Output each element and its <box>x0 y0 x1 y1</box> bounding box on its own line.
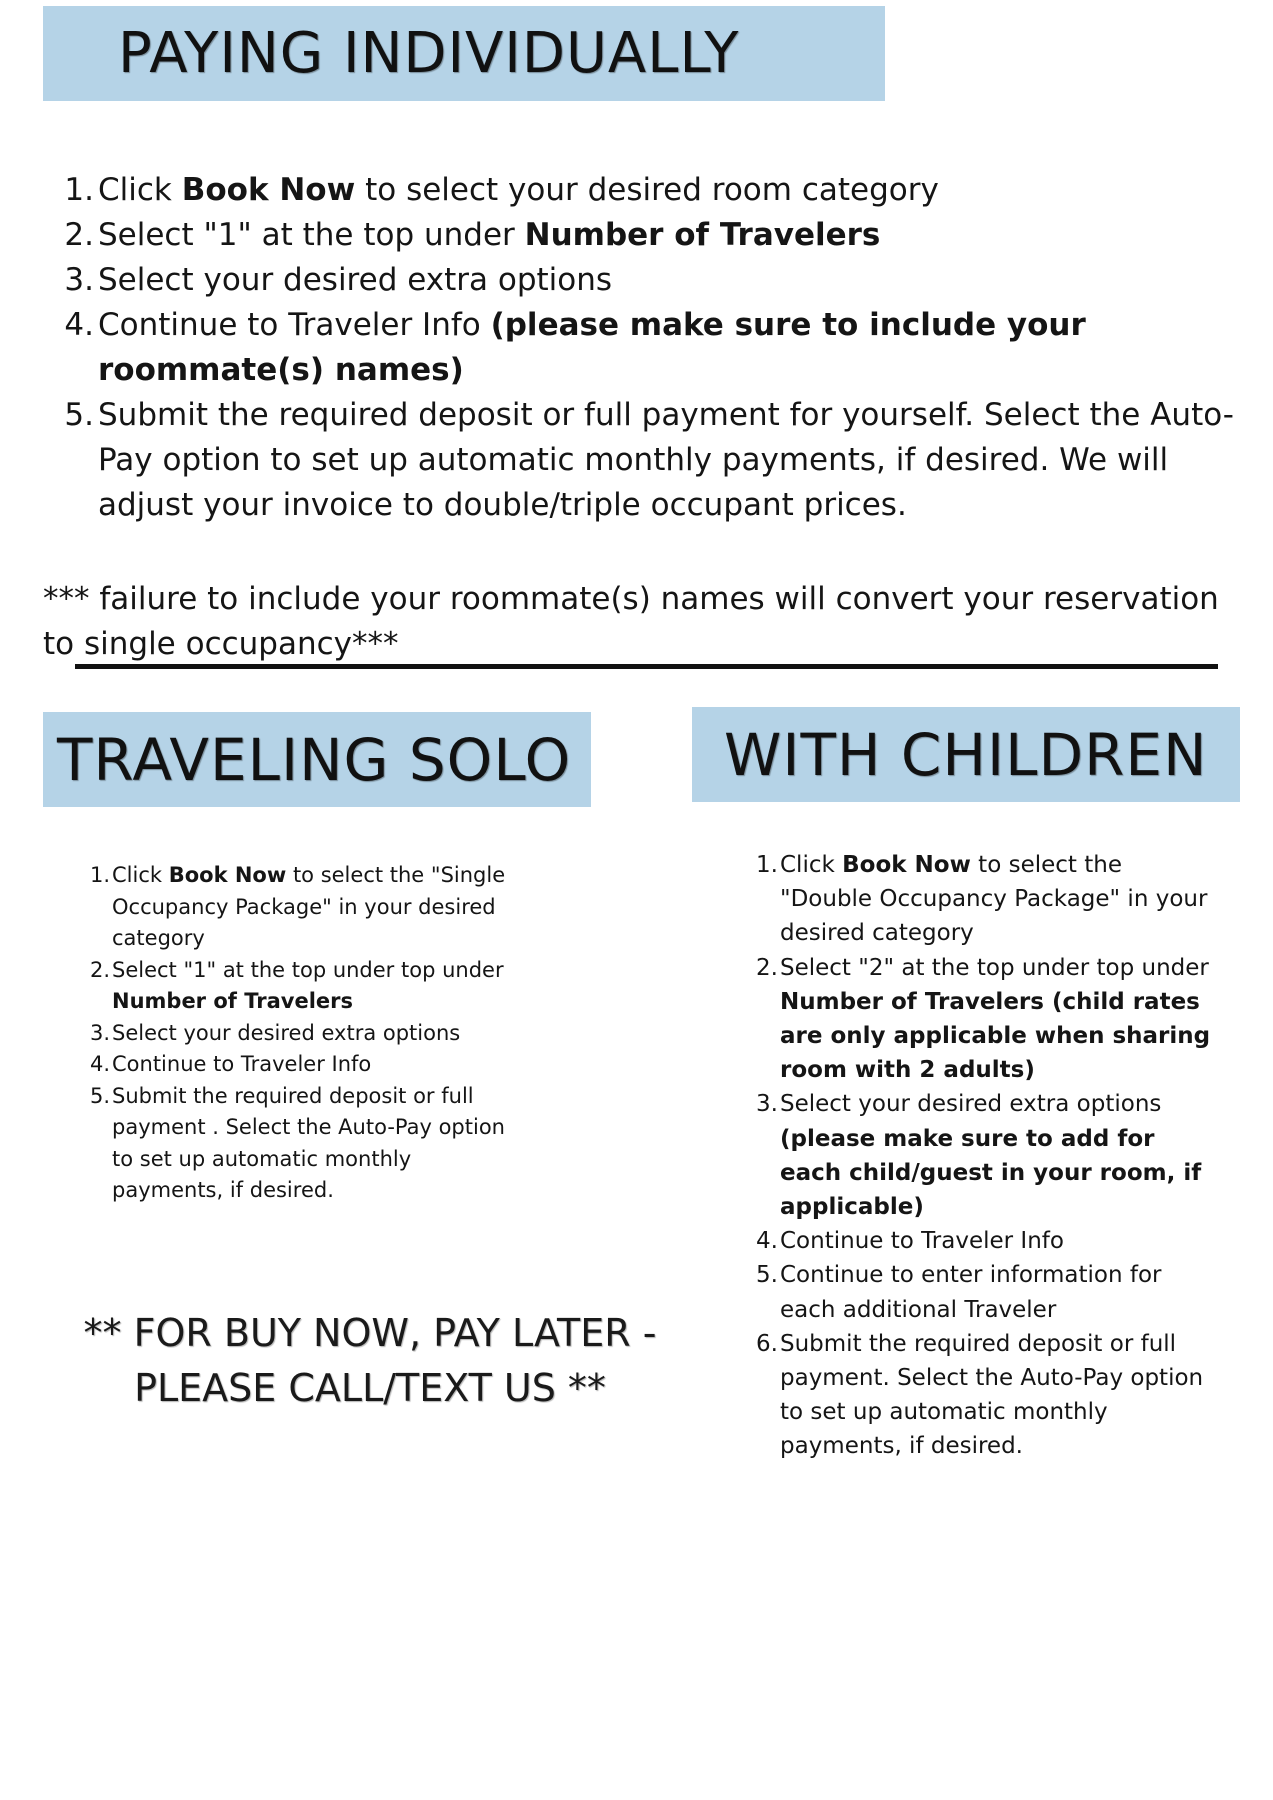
step-item <box>89 860 512 955</box>
step-number: 3. <box>89 1020 110 1045</box>
step-number: 1. <box>89 863 110 887</box>
step-text: Continue to Traveler Info <box>98 307 491 343</box>
step-text-bold: Book Now <box>168 863 287 887</box>
traveling-solo-title: TRAVELING SOLO <box>57 725 572 794</box>
step-item <box>64 213 1238 258</box>
step-item <box>89 1018 512 1050</box>
step-item <box>756 951 1220 1088</box>
step-text: Continue to enter information for each additional Traveler <box>780 1262 1162 1323</box>
step-item <box>64 258 1238 303</box>
step-number: 2. <box>756 954 778 981</box>
roommate-warning-note: *** failure to include your roommate(s) names will convert your reservation to single occupancy*** <box>43 581 1219 662</box>
step-text: Select "1" at the top under <box>98 217 525 253</box>
step-item <box>756 848 1220 951</box>
with-children-title: WITH CHILDREN <box>724 720 1208 789</box>
step-item <box>64 393 1238 528</box>
step-item <box>89 1049 512 1081</box>
step-item <box>756 1258 1220 1326</box>
step-text: Submit the required deposit or full payment . Select the Auto-Pay option to set up automatic monthly payments, if desired. <box>112 1083 505 1202</box>
paying-individually-title: PAYING INDIVIDUALLY <box>118 21 740 86</box>
step-text-bold: (please make sure to include your roommate(s) names) <box>98 307 1086 388</box>
step-item <box>756 1087 1220 1224</box>
step-text: Continue to Traveler Info <box>112 1052 372 1076</box>
step-number: 1. <box>756 852 778 878</box>
traveling-solo-steps <box>89 860 512 1207</box>
step-item <box>756 1327 1220 1464</box>
step-text-bold: Book Now <box>181 172 356 208</box>
step-text-bold: Number of Travelers <box>112 989 353 1013</box>
step-text: Click <box>98 172 182 208</box>
step-number: 1. <box>64 172 94 208</box>
step-text: Select "2" at the top under top under <box>780 954 1209 981</box>
traveling-solo-banner <box>43 712 591 807</box>
step-text: to select the "Double Occupancy Package" in your desired category <box>780 852 1208 947</box>
step-number: 2. <box>89 957 110 982</box>
step-text: Continue to Traveler Info <box>780 1228 1064 1255</box>
step-number: 3. <box>756 1091 778 1118</box>
step-text: Click <box>780 852 843 878</box>
step-item <box>64 303 1238 393</box>
step-number: 5. <box>64 397 94 433</box>
step-number: 3. <box>64 262 94 298</box>
with-children-steps <box>756 848 1220 1464</box>
step-text-bold: Number of Travelers <box>524 217 881 253</box>
step-number: 4. <box>756 1228 778 1255</box>
step-number: 2. <box>64 217 94 253</box>
step-text: to select your desired room category <box>355 172 939 208</box>
step-text-bold: Number of Travelers (child rates are only applicable when sharing room with 2 adults) <box>780 988 1211 1084</box>
section-divider <box>75 664 1218 669</box>
step-text: Select your desired extra options <box>112 1020 461 1045</box>
step-item <box>89 955 512 1018</box>
step-item <box>64 168 1238 213</box>
step-item <box>89 1081 512 1207</box>
step-text-bold: (please make sure to add for each child/guest in your room, if applicable) <box>780 1125 1202 1221</box>
step-number: 5. <box>756 1262 778 1289</box>
step-number: 6. <box>756 1330 778 1357</box>
step-text: Select your desired extra options <box>780 1091 1162 1118</box>
step-number: 5. <box>89 1083 110 1108</box>
step-text: Select "1" at the top under top under <box>112 957 504 982</box>
step-text: Select your desired extra options <box>98 262 613 298</box>
paying-individually-banner <box>43 6 885 101</box>
step-number: 4. <box>64 307 94 343</box>
step-text: Click <box>112 863 169 887</box>
step-text-bold: Book Now <box>842 852 971 878</box>
buy-now-pay-later-note: ** FOR BUY NOW, PAY LATER - PLEASE CALL/TEXT US ** <box>83 1311 657 1410</box>
step-text: Submit the required deposit or full payment for yourself. Select the Auto-Pay option to set up automatic monthly payments, if desired. We will adjust your invoice to double/triple occupant prices. <box>98 397 1234 523</box>
paying-individually-steps <box>64 168 1238 528</box>
step-text: to select the "Single Occupancy Package" in your desired category <box>112 863 506 950</box>
step-number: 4. <box>89 1052 110 1076</box>
with-children-banner <box>692 707 1240 802</box>
step-text: Submit the required deposit or full payment. Select the Auto-Pay option to set up automatic monthly payments, if desired. <box>780 1330 1204 1460</box>
step-item <box>756 1224 1220 1258</box>
